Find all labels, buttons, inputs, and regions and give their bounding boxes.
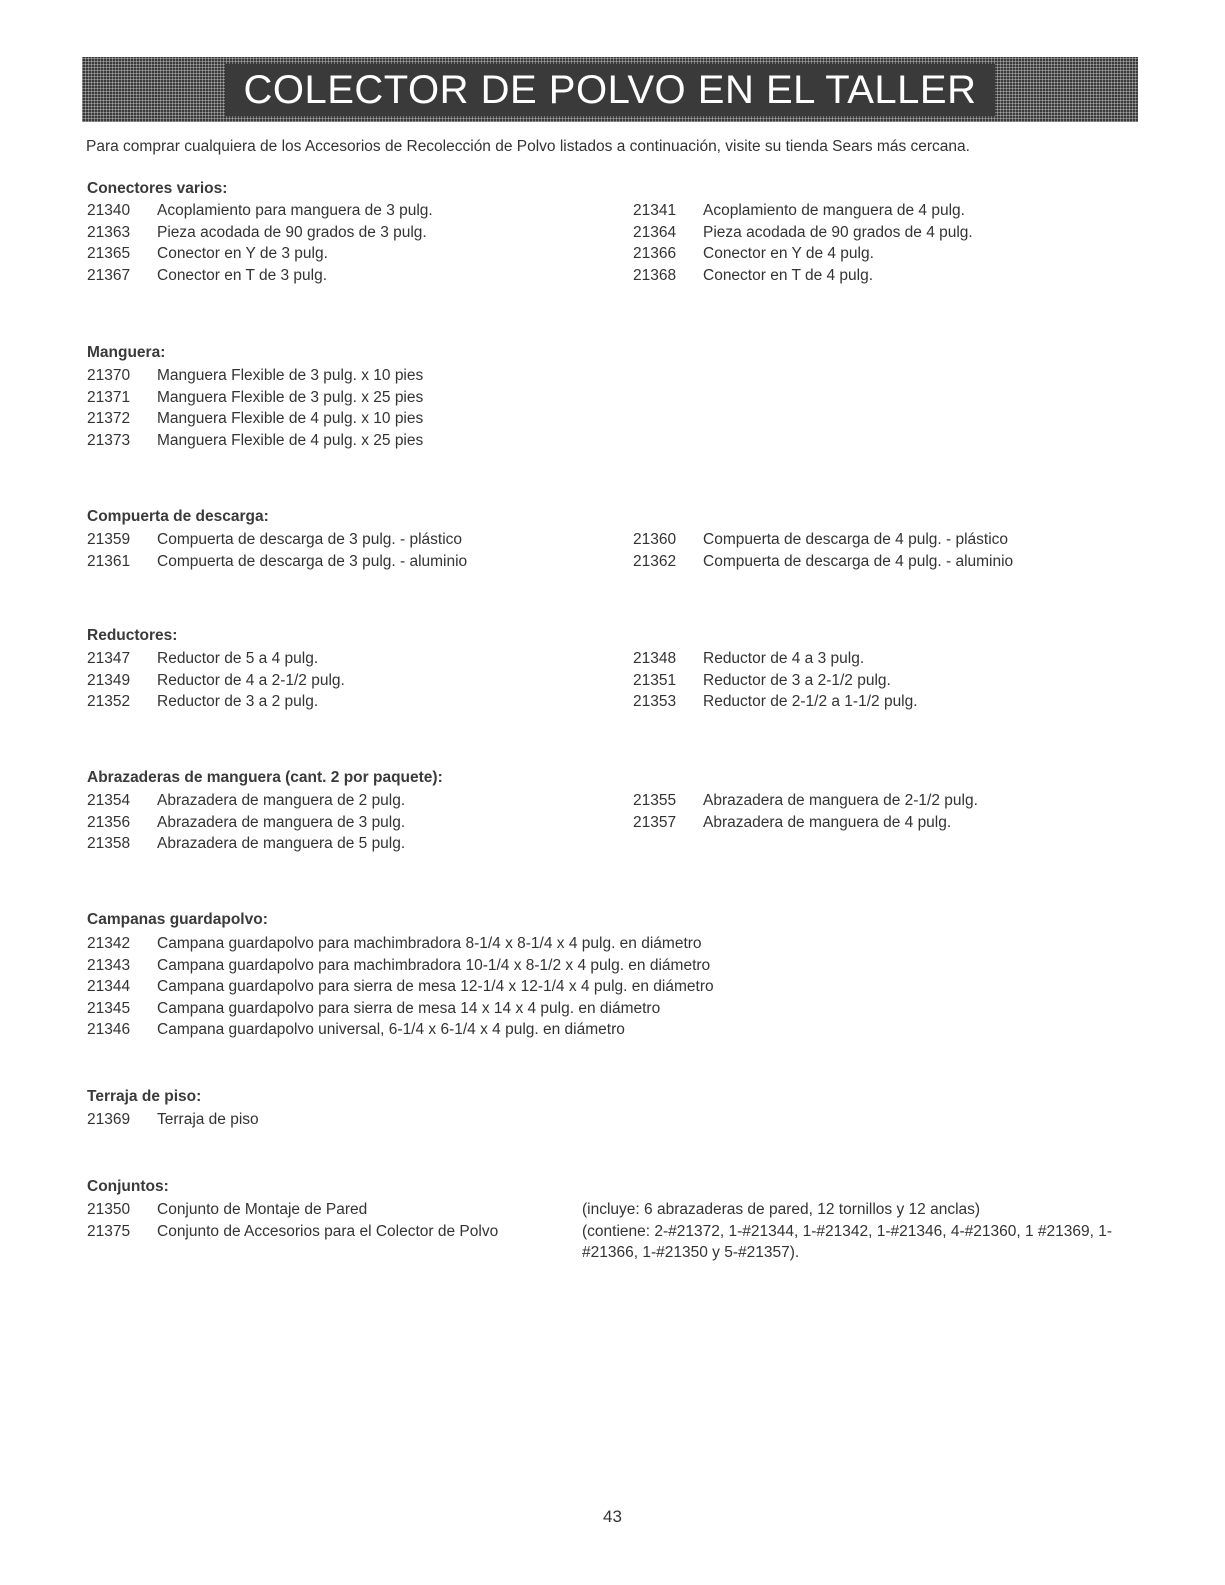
part-number: 21346 [87, 1021, 131, 1038]
part-number: 21347 [87, 650, 131, 667]
list-item [633, 670, 918, 692]
left-item-list [87, 1109, 259, 1131]
list-item [87, 551, 467, 573]
part-number: 21357 [633, 813, 677, 831]
part-description: Acoplamiento para manguera de 3 pulg. [157, 202, 433, 219]
part-description: Campana guardapolvo para sierra de mesa 12-1/4 x 12-1/4 x 4 pulg. en diámetro [157, 978, 714, 995]
part-description: Campana guardapolvo para machimbradora 8-1/4 x 8-1/4 x 4 pulg. en diámetro [157, 935, 702, 952]
part-description: Conector en Y de 4 pulg. [703, 245, 874, 262]
left-item-list [87, 790, 405, 855]
part-description: Abrazadera de manguera de 3 pulg. [157, 813, 406, 831]
part-description: Reductor de 3 a 2-1/2 pulg. [703, 671, 891, 689]
right-item-list [633, 200, 973, 286]
list-item [87, 933, 714, 955]
list-item [87, 243, 433, 265]
part-number: 21370 [87, 367, 131, 384]
part-number: 21375 [87, 1222, 131, 1240]
part-description: Conjunto de Montaje de Pared [157, 1201, 368, 1218]
part-description: Abrazadera de manguera de 4 pulg. [703, 813, 952, 831]
list-item [87, 408, 423, 430]
list-item [87, 691, 345, 713]
list-item [633, 790, 978, 812]
part-description: Terraja de piso [157, 1111, 259, 1128]
part-number: 21358 [87, 835, 131, 852]
part-number: 21349 [87, 671, 131, 689]
part-description: Abrazadera de manguera de 2-1/2 pulg. [703, 792, 978, 809]
part-number: 21365 [87, 245, 131, 262]
part-description: Manguera Flexible de 3 pulg. x 10 pies [157, 367, 424, 384]
part-description: Campana guardapolvo para sierra de mesa 14 x 14 x 4 pulg. en diámetro [157, 999, 661, 1017]
part-description: Conector en T de 4 pulg. [703, 266, 874, 284]
left-item-list [87, 365, 423, 451]
part-description: Reductor de 5 a 4 pulg. [157, 650, 319, 667]
part-description: Compuerta de descarga de 4 pulg. - aluminio [703, 552, 1014, 570]
list-item [633, 222, 973, 244]
kit-notes [582, 1199, 1142, 1264]
part-description: Reductor de 2-1/2 a 1-1/2 pulg. [703, 693, 918, 710]
list-item [633, 529, 1013, 551]
part-description: Pieza acodada de 90 grados de 4 pulg. [703, 223, 973, 241]
kit-note: (incluye: 6 abrazaderas de pared, 12 tornillos y 12 anclas) [582, 1201, 981, 1218]
list-item [87, 265, 433, 287]
part-number: 21354 [87, 792, 131, 809]
left-item-list [87, 1199, 498, 1242]
list-item [87, 812, 405, 834]
part-description: Conector en T de 3 pulg. [157, 266, 328, 284]
section-heading: Campanas guardapolvo: [87, 911, 268, 928]
list-item [633, 200, 973, 222]
part-description: Compuerta de descarga de 4 pulg. - plástico [703, 531, 1009, 548]
left-item-list [87, 529, 467, 572]
part-number: 21368 [633, 266, 677, 284]
left-item-list [87, 200, 433, 286]
list-item [87, 430, 423, 452]
part-description: Campana guardapolvo universal, 6-1/4 x 6-1/4 x 4 pulg. en diámetro [157, 1021, 625, 1038]
part-description: Abrazadera de manguera de 5 pulg. [157, 835, 406, 852]
list-item [87, 670, 345, 692]
kit-note: (contiene: 2-#21372, 1-#21344, 1-#21342, 1-#21346, 4-#21360, 1 #21369, 1-#21366, 1-#21350 y 5-#21357). [582, 1222, 1113, 1261]
right-item-list [633, 648, 918, 713]
section-heading: Abrazaderas de manguera (cant. 2 por paquete): [87, 769, 443, 786]
list-item [87, 1199, 498, 1221]
part-number: 21371 [87, 388, 131, 406]
part-description: Reductor de 4 a 3 pulg. [703, 650, 865, 667]
list-item [87, 222, 433, 244]
list-item [87, 955, 714, 977]
section-heading: Reductores: [87, 627, 178, 644]
page-number: 43 [603, 1507, 622, 1526]
section-heading: Conectores varios: [87, 180, 228, 197]
section-heading: Terraja de piso: [87, 1088, 202, 1105]
part-number: 21341 [633, 202, 677, 219]
list-item [633, 812, 978, 834]
part-number: 21366 [633, 245, 677, 262]
part-description: Conjunto de Accesorios para el Colector de Polvo [157, 1222, 499, 1240]
left-item-list [87, 648, 345, 713]
part-description: Abrazadera de manguera de 2 pulg. [157, 792, 406, 809]
list-item [87, 200, 433, 222]
part-number: 21372 [87, 410, 131, 427]
list-item [87, 998, 714, 1020]
part-description: Compuerta de descarga de 3 pulg. - aluminio [157, 552, 468, 570]
part-description: Campana guardapolvo para machimbradora 10-1/4 x 8-1/2 x 4 pulg. en diámetro [157, 956, 711, 974]
list-item [87, 648, 345, 670]
list-item [633, 648, 918, 670]
list-item [87, 976, 714, 998]
section-heading: Conjuntos: [87, 1178, 169, 1195]
list-item [87, 365, 423, 387]
part-number: 21350 [87, 1201, 131, 1218]
part-number: 21364 [633, 223, 677, 241]
part-description: Reductor de 3 a 2 pulg. [157, 693, 319, 710]
part-number: 21340 [87, 202, 131, 219]
part-number: 21367 [87, 266, 131, 284]
part-number: 21355 [633, 792, 677, 809]
part-number: 21351 [633, 671, 677, 689]
title-banner [82, 57, 1138, 122]
part-description: Manguera Flexible de 4 pulg. x 25 pies [157, 431, 424, 449]
part-number: 21369 [87, 1111, 131, 1128]
right-item-list [633, 529, 1013, 572]
list-item [633, 243, 973, 265]
list-item [633, 551, 1013, 573]
part-number: 21344 [87, 978, 131, 995]
list-item [87, 529, 467, 551]
left-item-list [87, 933, 714, 1041]
right-item-list [633, 790, 978, 833]
list-item [87, 1221, 498, 1243]
part-number: 21342 [87, 935, 131, 952]
part-number: 21359 [87, 531, 131, 548]
part-number: 21362 [633, 552, 677, 570]
list-item [87, 790, 405, 812]
part-description: Reductor de 4 a 2-1/2 pulg. [157, 671, 345, 689]
part-number: 21356 [87, 813, 131, 831]
part-number: 21352 [87, 693, 131, 710]
page-title: COLECTOR DE POLVO EN EL TALLER [225, 64, 994, 116]
part-number: 21361 [87, 552, 131, 570]
part-description: Manguera Flexible de 3 pulg. x 25 pies [157, 388, 424, 406]
section-heading: Compuerta de descarga: [87, 508, 269, 525]
list-item [87, 1109, 259, 1131]
part-number: 21348 [633, 650, 677, 667]
list-item [87, 387, 423, 409]
part-number: 21345 [87, 999, 131, 1017]
part-number: 21353 [633, 693, 677, 710]
part-description: Compuerta de descarga de 3 pulg. - plástico [157, 531, 463, 548]
part-description: Pieza acodada de 90 grados de 3 pulg. [157, 223, 427, 241]
part-number: 21343 [87, 956, 131, 974]
list-item [87, 1019, 714, 1041]
list-item [87, 833, 405, 855]
intro-text: Para comprar cualquiera de los Accesorios de Recolección de Polvo listados a continuación, visite su tienda Sears más cercana. [86, 138, 970, 155]
part-number: 21363 [87, 223, 131, 241]
list-item [633, 265, 973, 287]
part-description: Manguera Flexible de 4 pulg. x 10 pies [157, 410, 424, 427]
list-item [633, 691, 918, 713]
part-description: Conector en Y de 3 pulg. [157, 245, 328, 262]
part-description: Acoplamiento de manguera de 4 pulg. [703, 202, 965, 219]
part-number: 21360 [633, 531, 677, 548]
section-heading: Manguera: [87, 344, 166, 361]
part-number: 21373 [87, 431, 131, 449]
